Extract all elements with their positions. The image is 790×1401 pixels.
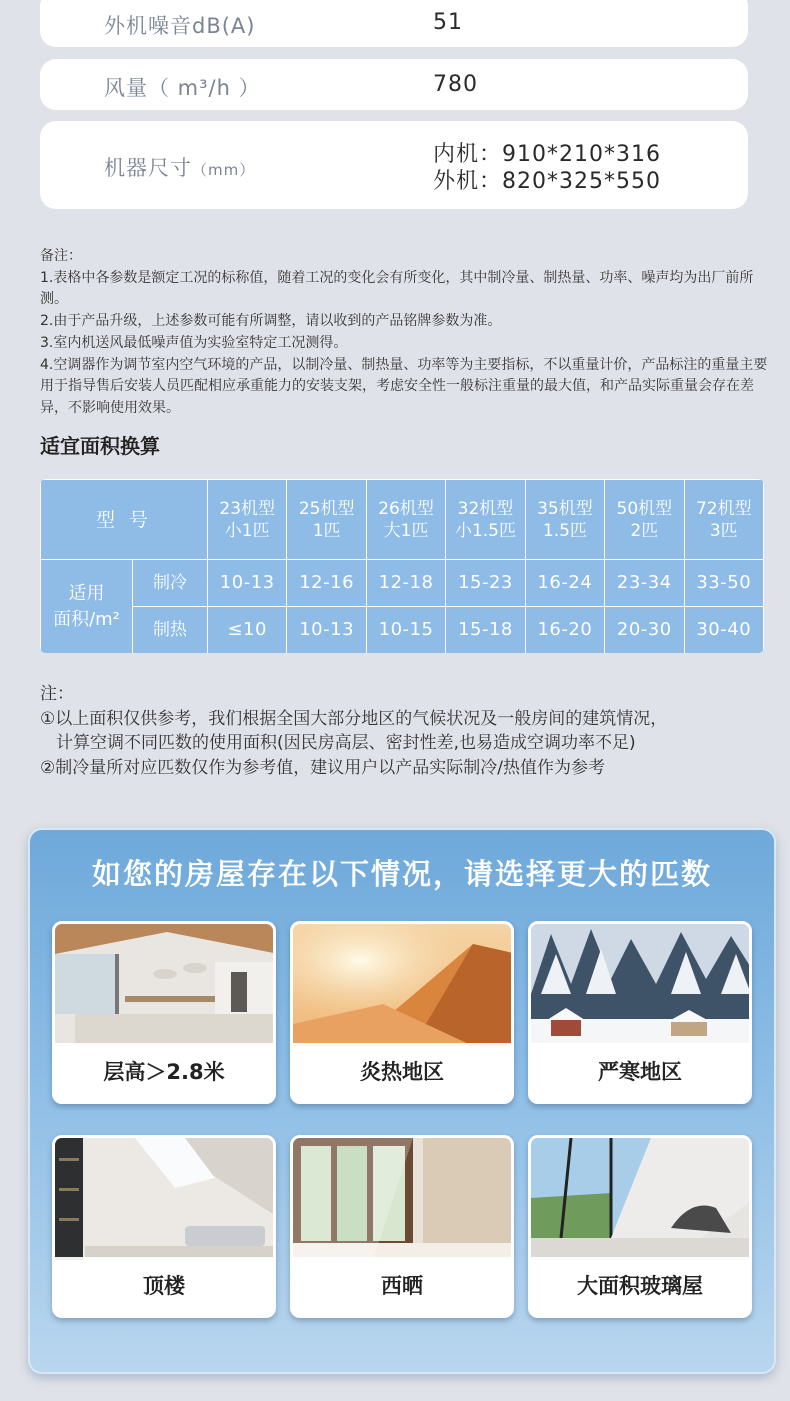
tile-west-sun <box>290 1135 514 1318</box>
tile-label: 炎热地区 <box>293 1043 511 1101</box>
area-note-line: ②制冷量所对应匹数仅作为参考值，建议用户以产品实际制冷/热值作为参考 <box>40 757 605 778</box>
table-cell: 15-23 <box>446 560 525 607</box>
model-name: 25机型 <box>298 498 355 519</box>
spec-card-noise <box>40 0 748 47</box>
hp-value: 2匹 <box>630 520 659 541</box>
table-cell: 10-13 <box>287 607 366 654</box>
hp-value: 小1.5匹 <box>454 520 516 541</box>
model-name: 72机型 <box>695 498 752 519</box>
remark-item: 2.由于产品升级，上述参数可能有所调整，请以收到的产品铭牌参数为准。 <box>40 313 502 330</box>
tile-label: 严寒地区 <box>531 1043 749 1101</box>
table-row-cooling <box>41 560 764 607</box>
model-name: 32机型 <box>457 498 514 519</box>
table-header-row <box>41 480 764 560</box>
tile-cold-region <box>528 921 752 1104</box>
side-label-line1: 适用 <box>68 582 105 604</box>
glass-roof-room-photo <box>531 1138 749 1260</box>
tile-top-floor <box>52 1135 276 1318</box>
remarks-heading: 备注： <box>40 248 82 264</box>
table-cell: 10-15 <box>366 607 445 654</box>
remark-item: 3.室内机送风最低噪声值为实验室特定工况测得。 <box>40 334 348 351</box>
row-label-heating: 制热 <box>153 620 187 640</box>
table-cell: 23-34 <box>605 560 684 607</box>
table-cell: 15-18 <box>446 607 525 654</box>
tile-label: 层高＞2.8米 <box>55 1043 273 1101</box>
side-label-cell <box>41 560 208 654</box>
tile-label: 顶楼 <box>55 1257 273 1315</box>
table-header-cell <box>446 480 525 560</box>
side-label-line2: 面积/m² <box>53 608 120 630</box>
area-notes-heading: 注： <box>40 684 74 704</box>
hp-value: 3匹 <box>709 520 738 541</box>
spec-label-size <box>104 152 255 182</box>
spec-value-outdoor: 外机：820*325*550 <box>433 169 661 194</box>
table-header-cell <box>287 480 366 560</box>
side-label <box>41 560 133 653</box>
remark-item: 4.空调器作为调节室内空气环境的产品，以制冷量、制热量、功率等为主要指标，不以重量计价，产品标注的重量主要用于指导售后安装人员匹配相应承重能力的安装支架，考虑安全性一般标注重量的最大值，和产品实际重量会存在差异，不影响使用效果。 <box>40 356 768 416</box>
high-ceiling-room-photo <box>55 924 273 1046</box>
model-name: 35机型 <box>537 498 593 519</box>
area-table <box>40 479 764 653</box>
table-cell: 30-40 <box>684 607 763 654</box>
area-note-line: 计算空调不同匹数的使用面积(因民房高层、密封性差,也易造成空调功率不足) <box>56 733 636 753</box>
spec-label-airflow: 风量（ m³/h ） <box>104 76 261 100</box>
remarks-block <box>40 246 770 420</box>
spec-label-noise: 外机噪音dB(A) <box>104 14 256 38</box>
model-name: 50机型 <box>616 498 673 519</box>
spec-label-size-main: 机器尺寸 <box>104 156 192 180</box>
tile-hot-region <box>290 921 514 1104</box>
table-header-cell <box>605 480 684 560</box>
table-cell: 16-24 <box>525 560 604 607</box>
spec-value-indoor: 内机：910*210*316 <box>433 142 661 167</box>
tile-label: 西晒 <box>293 1257 511 1315</box>
spec-value-airflow: 780 <box>433 72 478 97</box>
hp-value: 1.5匹 <box>542 520 587 541</box>
area-section-title: 适宜面积换算 <box>40 434 160 458</box>
hp-value: 小1匹 <box>224 520 270 541</box>
snowy-village-photo <box>531 924 749 1046</box>
tile-label: 大面积玻璃屋 <box>531 1257 749 1315</box>
table-cell: 20-30 <box>605 607 684 654</box>
promo-title: 如您的房屋存在以下情况，请选择更大的匹数 <box>91 857 712 891</box>
table-cell: 12-18 <box>366 560 445 607</box>
hp-value: 大1匹 <box>383 520 429 541</box>
spec-card-airflow <box>40 59 748 110</box>
attic-room-photo <box>55 1138 273 1260</box>
remark-item: 1.表格中各参数是额定工况的标称值，随着工况的变化会有所变化，其中制冷量、制热量、功率、噪声均为出厂前所测。 <box>40 269 754 308</box>
area-notes <box>40 682 780 780</box>
model-name: 26机型 <box>378 498 434 519</box>
tile-high-ceiling <box>52 921 276 1104</box>
sunny-window-room-photo <box>293 1138 511 1260</box>
row-label-cooling: 制冷 <box>133 560 207 607</box>
table-header-cell <box>525 480 604 560</box>
table-cell: 16-20 <box>525 607 604 654</box>
table-cell: 10-13 <box>208 560 287 607</box>
table-header-cell <box>366 480 445 560</box>
table-cell: 33-50 <box>684 560 763 607</box>
tile-glass-room <box>528 1135 752 1318</box>
model-header: 型 号 <box>41 480 208 560</box>
table-cell: ≤10 <box>208 607 287 654</box>
hp-value: 1匹 <box>312 520 341 541</box>
table-header-cell <box>684 480 763 560</box>
spec-label-size-unit: （mm） <box>192 161 256 179</box>
larger-hp-panel <box>28 828 776 1374</box>
desert-photo <box>293 924 511 1046</box>
spec-card-size <box>40 121 748 209</box>
table-cell: 12-16 <box>287 560 366 607</box>
model-name: 23机型 <box>219 498 276 519</box>
table-header-cell <box>208 480 287 560</box>
spec-value-noise: 51 <box>433 10 463 35</box>
area-note-line: ①以上面积仅供参考，我们根据全国大部分地区的气候状况及一般房间的建筑情况， <box>40 708 668 729</box>
